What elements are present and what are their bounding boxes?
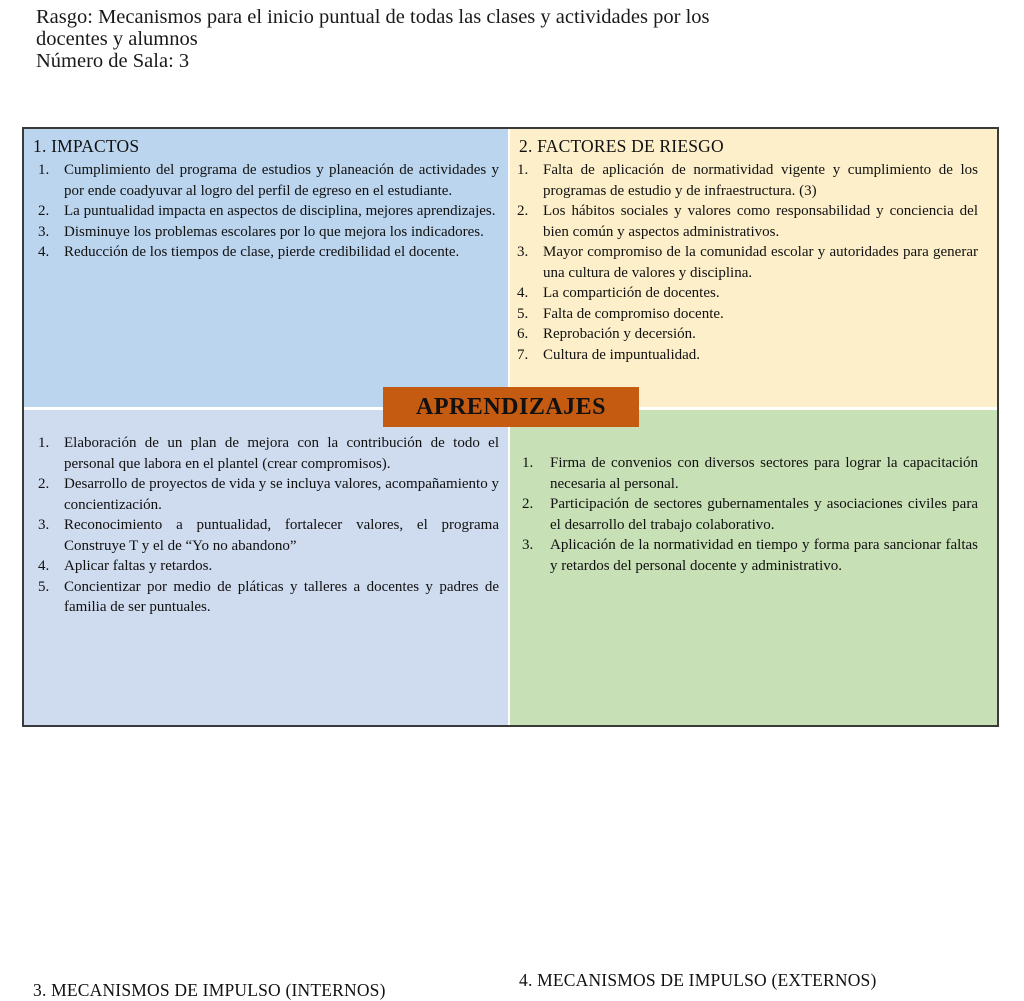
list-item-text: Mayor compromiso de la comunidad escolar y autoridades para generar una cultura de valores y disciplina. [543, 244, 978, 281]
aprendizajes-label: APRENDIZAJES [383, 387, 639, 427]
list-item-text: Participación de sectores gubernamentales y asociaciones civiles para el desarrollo del trabajo colaborativo. [550, 496, 978, 533]
impactos-title: 1. IMPACTOS [33, 136, 140, 156]
list-item [517, 242, 978, 283]
list-item-number: 4. [38, 244, 50, 260]
list-item [38, 577, 499, 618]
header-line-2: docentes y alumnos [36, 28, 198, 50]
list-item-text: Los hábitos sociales y valores como responsabilidad y conciencia del bien común y aspectos administrativos. [543, 203, 978, 240]
list-item-number: 2. [522, 496, 534, 512]
list-item-text: Desarrollo de proyectos de vida y se incluya valores, acompañamiento y concientización. [64, 476, 499, 513]
list-item [38, 242, 499, 263]
list-item-text: Falta de aplicación de normatividad vigente y cumplimiento de los programas de estudio y de infraestructura. (3) [543, 162, 978, 199]
list-item-number: 3. [522, 537, 534, 553]
list-item-number: 4. [38, 558, 50, 574]
list-item [522, 535, 978, 576]
list-item-number: 5. [38, 578, 50, 595]
list-item-text: Reprobación y decersión. [543, 326, 696, 342]
list-item [522, 453, 978, 494]
slide-header [36, 6, 996, 72]
list-item-text: Aplicación de la normatividad en tiempo y forma para sancionar faltas y retardos del personal docente y administrativo. [550, 537, 978, 574]
list-item-text: Reducción de los tiempos de clase, pierde credibilidad el docente. [64, 244, 460, 260]
list-item [517, 324, 978, 345]
list-item-text: Elaboración de un plan de mejora con la contribución de todo el personal que labora en el plantel (crear compromisos). [64, 435, 499, 472]
header-room-number: Número de Sala: 3 [36, 50, 190, 72]
list-item-text: Disminuye los problemas escolares por lo que mejora los indicadores. [64, 223, 484, 240]
list-item-text: Aplicar faltas y retardos. [64, 558, 213, 574]
list-item [38, 556, 499, 577]
list-item [38, 474, 499, 515]
list-item [522, 494, 978, 535]
list-item [38, 222, 499, 243]
list-item-text: La compartición de docentes. [543, 285, 720, 301]
list-item-number: 4. [517, 285, 529, 301]
quadrant-mecanismos-internos [24, 410, 510, 1000]
internos-list [38, 433, 499, 618]
quadrant-factores-de-riesgo [510, 129, 997, 410]
factores-list [517, 160, 978, 365]
list-item-number: 3. [38, 223, 50, 240]
quadrant-impactos [24, 129, 510, 410]
impactos-list [38, 160, 499, 263]
list-item [38, 515, 499, 556]
quadrant-mecanismos-externos [510, 410, 997, 990]
list-item-number: 7. [517, 346, 529, 363]
list-item-number: 2. [38, 476, 50, 492]
list-item-number: 6. [517, 326, 529, 342]
list-item-number: 2. [517, 203, 529, 219]
list-item [38, 201, 499, 222]
list-item-number: 3. [517, 244, 529, 260]
list-item-number: 3. [38, 517, 50, 533]
externos-title: 4. MECANISMOS DE IMPULSO (EXTERNOS) [519, 970, 877, 990]
list-item-number: 1. [517, 162, 529, 178]
list-item-number: 1. [38, 162, 50, 178]
header-line-1: Rasgo: Mecanismos para el inicio puntual de todas las clases y actividades por los [36, 6, 710, 28]
externos-list [522, 453, 978, 576]
list-item-text: Reconocimiento a puntualidad, fortalecer valores, el programa Construye T y el de “Yo no abandono” [64, 517, 499, 554]
list-item-text: Concientizar por medio de pláticas y talleres a docentes y padres de familia de ser puntuales. [64, 578, 499, 615]
list-item-number: 1. [38, 435, 50, 451]
list-item-text: Firma de convenios con diversos sectores para lograr la capacitación necesaria al personal. [550, 455, 978, 492]
list-item [38, 433, 499, 474]
list-item-number: 5. [517, 305, 529, 322]
list-item [517, 345, 978, 366]
list-item [38, 160, 499, 201]
list-item [517, 160, 978, 201]
list-item-text: Falta de compromiso docente. [543, 305, 724, 322]
list-item-number: 2. [38, 203, 50, 219]
list-item-text: La puntualidad impacta en aspectos de disciplina, mejores aprendizajes. [64, 203, 496, 219]
list-item-number: 1. [522, 455, 534, 471]
list-item-text: Cumplimiento del programa de estudios y planeación de actividades y por ende coadyuvar al logro del perfil de egreso en el estudiante. [64, 162, 499, 199]
internos-title: 3. MECANISMOS DE IMPULSO (INTERNOS) [33, 980, 386, 1000]
factores-title: 2. FACTORES DE RIESGO [519, 136, 724, 156]
quadrant-grid [22, 127, 999, 1000]
list-item [517, 304, 978, 325]
list-item [517, 283, 978, 304]
list-item [517, 201, 978, 242]
list-item-text: Cultura de impuntualidad. [543, 346, 701, 363]
